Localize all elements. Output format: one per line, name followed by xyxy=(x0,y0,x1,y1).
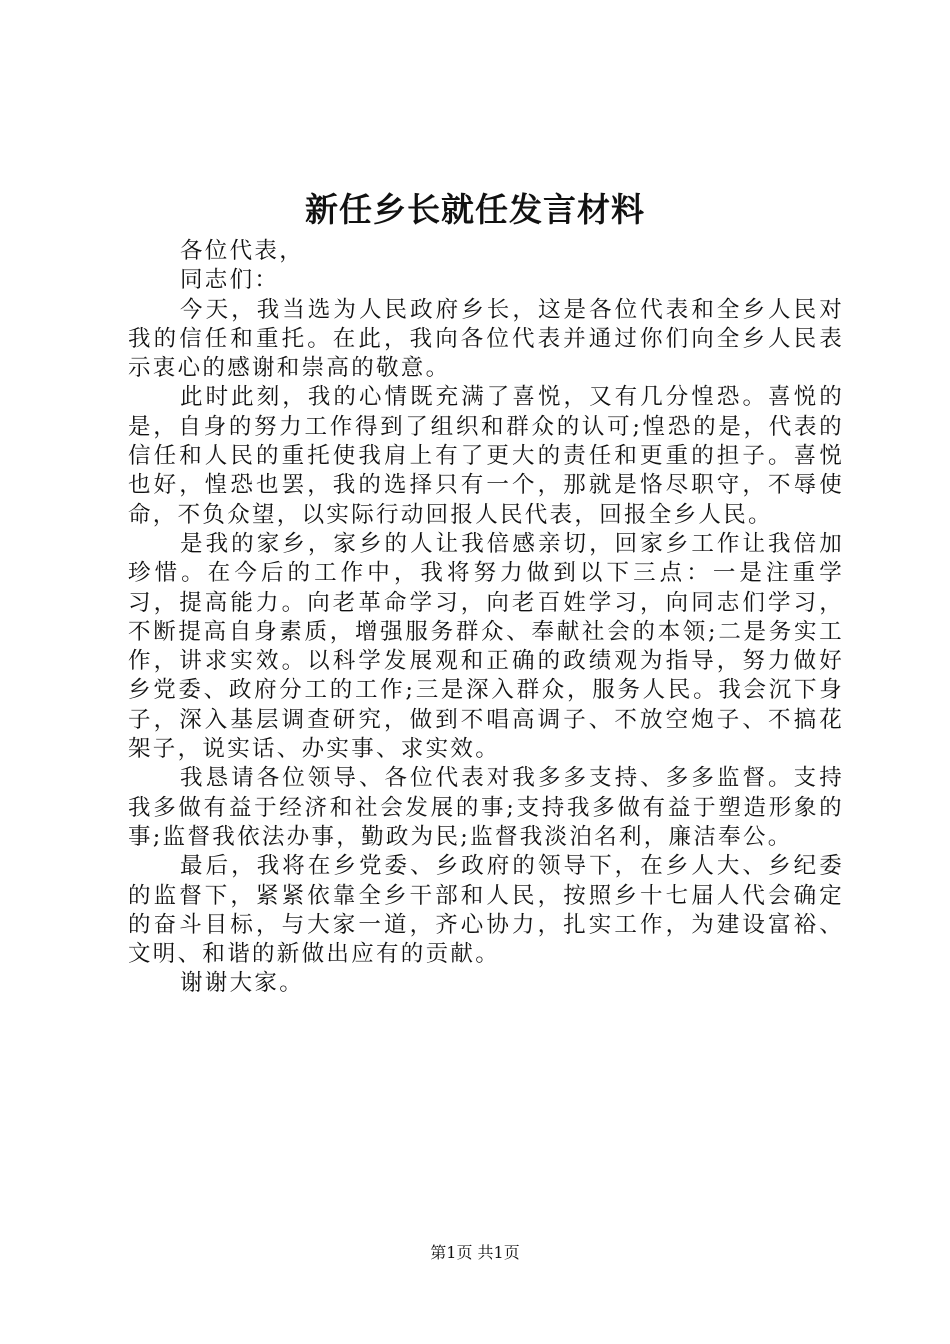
body-paragraph: 我恳请各位领导、各位代表对我多多支持、多多监督。支持我多做有益于经济和社会发展的事;支持我多做有益于塑造形象的事;监督我依法办事，勤政为民;监督我淡泊名利，廉洁奉公。 xyxy=(128,765,844,850)
document-body xyxy=(128,237,844,999)
salutation-comrades: 同志们： xyxy=(180,267,280,294)
closing-thanks: 谢谢大家。 xyxy=(180,970,305,997)
body-paragraph: 今天，我当选为人民政府乡长，这是各位代表和全乡人民对我的信任和重托。在此，我向各位代表并通过你们向全乡人民表示衷心的感谢和崇高的敬意。 xyxy=(128,296,844,382)
body-paragraph: 是我的家乡，家乡的人让我倍感亲切，回家乡工作让我倍加珍惜。在今后的工作中，我将努力做到以下三点：一是注重学习，提高能力。向老革命学习，向老百姓学习，向同志们学习，不断提高自身素质，增强服务群众、奉献社会的本领;二是务实工作，讲求实效。以科学发展观和正确的政绩观为指导，努力做好乡党委、政府分工的工作;三是深入群众，服务人民。我会沉下身子，深入基层调查研究，做到不唱高调子、不放空炮子、不搞花架子，说实话、办实事、求实效。 xyxy=(128,530,844,763)
body-paragraph: 此时此刻，我的心情既充满了喜悦，又有几分惶恐。喜悦的是，自身的努力工作得到了组织和群众的认可;惶恐的是，代表的信任和人民的重托使我肩上有了更大的责任和更重的担子。喜悦也好，惶恐也罢，我的选择只有一个，那就是恪尽职守，不辱使命，不负众望，以实际行动回报人民代表，回报全乡人民。 xyxy=(128,384,844,528)
salutation-representatives: 各位代表， xyxy=(180,238,305,264)
body-paragraph: 最后，我将在乡党委、乡政府的领导下，在乡人大、乡纪委的监督下，紧紧依靠全乡干部和人民，按照乡十七届人代会确定的奋斗目标，与大家一道，齐心协力，扎实工作，为建设富裕、文明、和谐的新做出应有的贡献。 xyxy=(128,853,844,968)
document-title: 新任乡长就任发言材料 xyxy=(305,190,645,229)
page-number-footer: 第1页 共1页 xyxy=(430,1243,520,1262)
